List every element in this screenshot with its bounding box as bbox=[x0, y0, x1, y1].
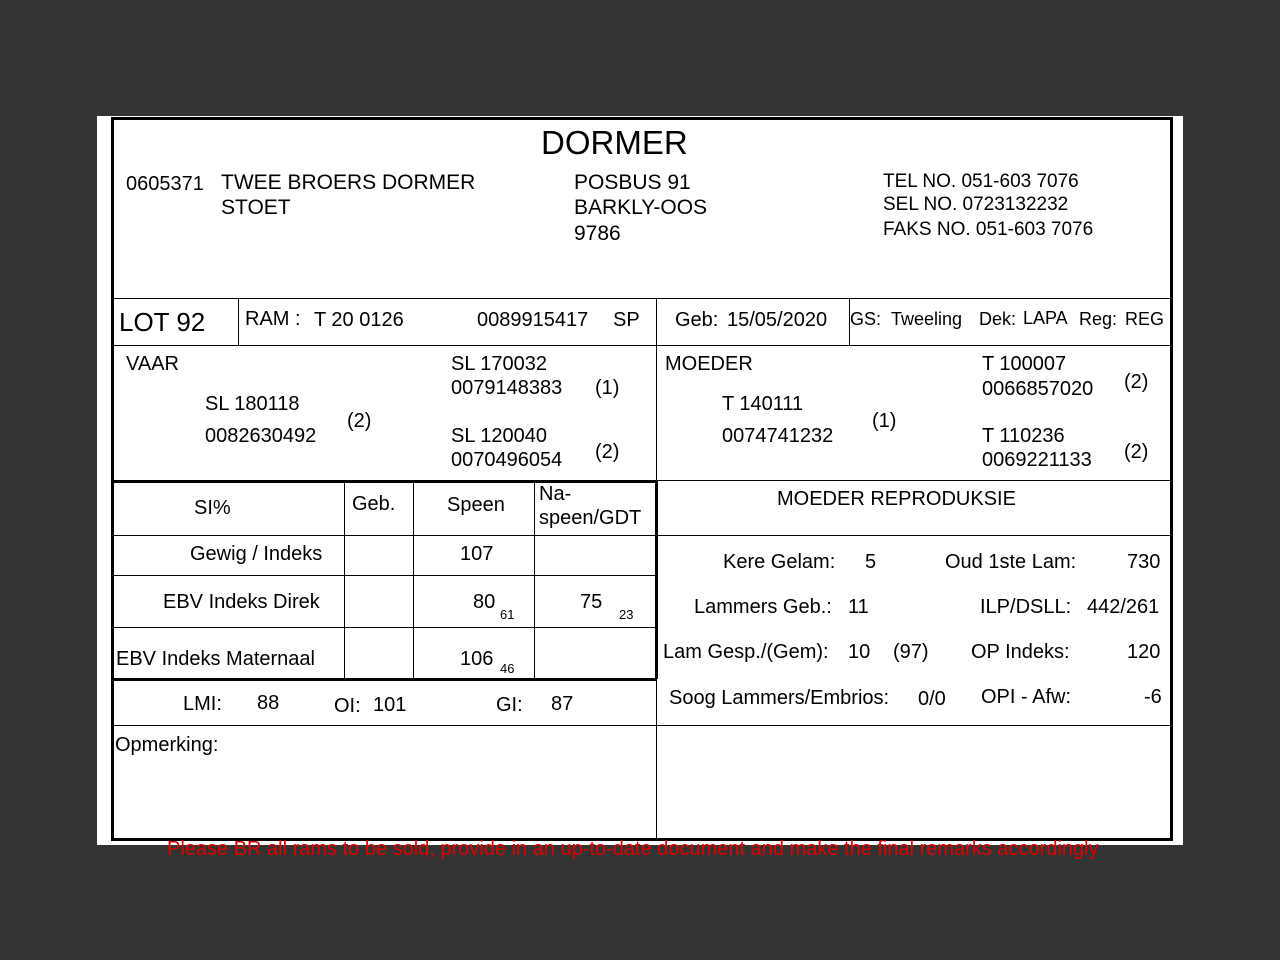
divider bbox=[111, 627, 656, 628]
remarks-label: Opmerking: bbox=[115, 734, 219, 756]
breeder-number: 0605371 bbox=[126, 173, 204, 195]
times-lambed-label: Kere Gelam: bbox=[723, 551, 836, 573]
dam-sire-id: T 100007 bbox=[982, 353, 1067, 375]
divider bbox=[413, 481, 414, 679]
tel-number: TEL NO. 051-603 7076 bbox=[883, 171, 1079, 192]
times-lambed-value: 5 bbox=[865, 551, 877, 573]
gi-label: GI: bbox=[496, 694, 523, 716]
weight-index-weaning: 107 bbox=[460, 543, 494, 565]
dam-dam-id: T 110236 bbox=[982, 425, 1065, 447]
birth-date-value: 15/05/2020 bbox=[727, 309, 828, 331]
sire-sire-number: 0079148383 bbox=[451, 377, 563, 399]
ebv-maternal-label: EBV Indeks Maternaal bbox=[116, 648, 315, 670]
address-line3: 9786 bbox=[574, 222, 621, 245]
dam-id: T 140111 bbox=[722, 393, 804, 415]
birth-date-label: Geb: bbox=[675, 309, 719, 331]
divider bbox=[534, 481, 535, 679]
ebv-direct-label: EBV Indeks Direk bbox=[163, 591, 320, 613]
ilp-dsll-value: 442/261 bbox=[1087, 596, 1160, 618]
lambs-born-value: 11 bbox=[848, 596, 869, 618]
address-line2: BARKLY-OOS bbox=[574, 196, 708, 219]
post-weaning-header-line1: Na- bbox=[539, 483, 572, 505]
address-line1: POSBUS 91 bbox=[574, 171, 691, 194]
sire-dam-number: 0070496054 bbox=[451, 449, 563, 471]
ebv-direct-post-weaning-accuracy: 23 bbox=[619, 607, 634, 622]
ram-label: RAM : bbox=[245, 308, 301, 330]
birth-status-value: Tweeling bbox=[891, 309, 963, 329]
divider bbox=[111, 678, 656, 681]
dam-section-label: MOEDER bbox=[665, 353, 753, 375]
oi-label: OI: bbox=[334, 695, 361, 717]
dam-sire-mark: (2) bbox=[1124, 371, 1149, 393]
sire-dam-id: SL 120040 bbox=[451, 425, 548, 447]
sire-sire-mark: (1) bbox=[595, 377, 620, 399]
dek-value: LAPA bbox=[1023, 308, 1068, 328]
lambs-weaned-label: Lam Gesp./(Gem): bbox=[663, 641, 829, 663]
divider bbox=[655, 481, 658, 679]
divider bbox=[238, 299, 239, 345]
divider bbox=[111, 725, 1173, 726]
footer-note: Please BR all rams to be sold, provide in an up-to-date document and make the final remarks accordingly bbox=[167, 838, 1099, 860]
breed-title: DORMER bbox=[541, 124, 688, 161]
lmi-value: 88 bbox=[257, 692, 280, 714]
sire-number: 0082630492 bbox=[205, 425, 317, 447]
dam-mark: (1) bbox=[872, 410, 897, 432]
divider bbox=[111, 345, 1173, 346]
age-first-lamb-value: 730 bbox=[1127, 551, 1161, 573]
si-percent-header: SI% bbox=[194, 497, 231, 519]
ram-sp-mark: SP bbox=[613, 309, 640, 331]
dek-label: Dek: bbox=[979, 309, 1017, 329]
sire-mark: (2) bbox=[347, 410, 372, 432]
dam-sire-number: 0066857020 bbox=[982, 378, 1094, 400]
weaning-header: Speen bbox=[447, 494, 505, 516]
opi-deviation-label: OPI - Afw: bbox=[981, 686, 1072, 708]
birth-header: Geb. bbox=[352, 493, 396, 515]
opi-deviation-value: -6 bbox=[1144, 686, 1162, 708]
dam-number: 0074741232 bbox=[722, 425, 834, 447]
op-index-value: 120 bbox=[1127, 641, 1161, 663]
post-weaning-header-line2: speen/GDT bbox=[539, 507, 642, 529]
divider bbox=[111, 535, 1173, 536]
dam-dam-mark: (2) bbox=[1124, 441, 1149, 463]
border-top bbox=[111, 117, 1173, 120]
ebv-maternal-weaning: 106 bbox=[460, 648, 494, 670]
sire-dam-mark: (2) bbox=[595, 441, 620, 463]
border-left bbox=[111, 117, 114, 840]
reg-label: Reg: bbox=[1079, 309, 1118, 329]
divider bbox=[656, 480, 1173, 481]
lot-number: LOT 92 bbox=[119, 307, 206, 337]
weight-index-label: Gewig / Indeks bbox=[190, 543, 323, 565]
ram-registration-number: 0089915417 bbox=[477, 309, 589, 331]
lambs-weaned-average: (97) bbox=[893, 641, 929, 663]
birth-status-label: GS: bbox=[850, 309, 882, 329]
ebv-direct-weaning: 80 bbox=[473, 591, 496, 613]
age-first-lamb-label: Oud 1ste Lam: bbox=[945, 551, 1077, 573]
ram-id: T 20 0126 bbox=[314, 309, 404, 331]
ebv-maternal-weaning-accuracy: 46 bbox=[500, 661, 515, 676]
dam-dam-number: 0069221133 bbox=[982, 449, 1092, 471]
ilp-dsll-label: ILP/DSLL: bbox=[980, 596, 1072, 618]
oi-value: 101 bbox=[373, 694, 407, 716]
suckled-lambs-label: Soog Lammers/Embrios: bbox=[669, 687, 890, 709]
divider bbox=[111, 480, 656, 483]
lot-card bbox=[97, 116, 1183, 860]
lambs-weaned-value: 10 bbox=[848, 641, 871, 663]
divider bbox=[344, 481, 345, 679]
divider bbox=[111, 298, 1173, 299]
ebv-direct-weaning-accuracy: 61 bbox=[500, 607, 515, 622]
border-right bbox=[1170, 117, 1173, 840]
cell-number: SEL NO. 0723132232 bbox=[883, 194, 1069, 215]
gi-value: 87 bbox=[551, 693, 574, 715]
ebv-direct-post-weaning: 75 bbox=[580, 591, 603, 613]
breeder-name-line1: TWEE BROERS DORMER bbox=[221, 171, 476, 194]
sire-sire-id: SL 170032 bbox=[451, 353, 548, 375]
dam-reproduction-title: MOEDER REPRODUKSIE bbox=[777, 488, 1016, 510]
divider bbox=[111, 575, 656, 576]
breeder-name-line2: STOET bbox=[221, 196, 291, 219]
sire-id: SL 180118 bbox=[205, 393, 300, 415]
lambs-born-label: Lammers Geb.: bbox=[694, 596, 832, 618]
suckled-lambs-value: 0/0 bbox=[918, 688, 946, 710]
op-index-label: OP Indeks: bbox=[971, 641, 1070, 663]
sire-section-label: VAAR bbox=[126, 353, 179, 375]
lmi-label: LMI: bbox=[183, 693, 222, 715]
reg-value: REG bbox=[1125, 309, 1165, 329]
fax-number: FAKS NO. 051-603 7076 bbox=[883, 219, 1094, 240]
